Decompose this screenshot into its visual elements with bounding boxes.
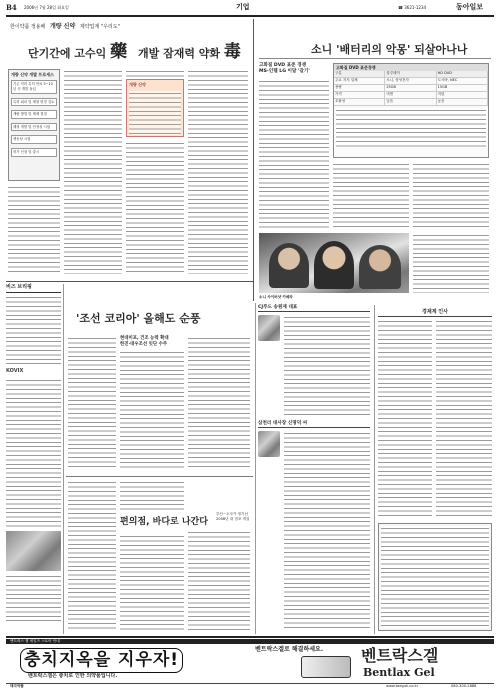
ad-right-top: 벤트락스겔로 해결하세요. xyxy=(255,646,324,653)
table-cell: 호환성 xyxy=(334,99,385,105)
process-step: 특허 회피 및 제형 변경 검토 xyxy=(11,98,57,107)
photo-subject xyxy=(314,241,354,289)
convenience-kicker-2: 2008년 내 점포 개설 xyxy=(216,516,250,521)
convenience-kicker-1: 부산~오사카 정기선 xyxy=(216,512,248,516)
body-column xyxy=(64,69,122,274)
table-cell: 저렴 xyxy=(437,92,488,98)
table-cell: 25GB xyxy=(385,85,436,91)
caption-text: 소니 사이버샷 카메라 xyxy=(259,295,293,299)
briefing-title: 비즈 브리핑 xyxy=(6,284,61,293)
contact-line: ☎ 3621-1234 xyxy=(398,5,427,10)
quote-box xyxy=(126,79,184,137)
sony-photo xyxy=(259,233,409,293)
table-cell: 용량 xyxy=(334,85,385,91)
body-column xyxy=(188,69,248,274)
ad-brand: 태극약품 xyxy=(10,684,24,688)
table-cell: 높음 xyxy=(437,99,488,105)
headline-b-hanja: 毒 xyxy=(223,42,241,62)
dvd-table xyxy=(333,63,489,158)
sub-kicker-1: 고화질 DVD 표준 경쟁 xyxy=(259,63,307,68)
table-cell: 소니, 삼성전자 xyxy=(385,78,436,84)
shipbuilding-headline: '조선 코리아' 올해도 순풍 xyxy=(76,312,201,325)
top-right-article xyxy=(257,19,494,301)
ad-site[interactable]: www.taeguk.co.kr xyxy=(386,684,419,688)
person-photo xyxy=(258,315,280,341)
body-column xyxy=(126,141,184,274)
kicker-name: 개량 신약 xyxy=(50,23,76,30)
shipbuilding-article xyxy=(66,284,253,474)
table-cell: 비쌈 xyxy=(385,92,436,98)
ad-right-en: Bentlax Gel xyxy=(363,666,435,679)
page-number: B4 xyxy=(6,3,17,12)
ad-banner xyxy=(6,639,494,689)
table-cell: 도시바, NEC xyxy=(437,78,488,84)
table-header-cell: HD DVD xyxy=(437,71,488,77)
process-sidebar xyxy=(8,69,60,181)
table-header-cell: 블루레이 xyxy=(385,71,436,77)
kicker-right: 제약업계 "우리도" xyxy=(79,24,120,30)
headline-b xyxy=(138,41,241,64)
table-cell: 주요 지지 업체 xyxy=(334,78,385,84)
ad-right-big: 벤트락스겔 xyxy=(361,646,439,665)
convenience-kicker xyxy=(216,512,256,522)
ad-left-headline: 충치지옥을 지우자! xyxy=(20,648,183,673)
kicker-left: 한이약품 정용배 xyxy=(10,24,46,30)
process-step: 허가 신청 및 출시 xyxy=(11,148,57,157)
people-title-2: 삼천리 대사장 신명덕 씨 xyxy=(258,421,370,428)
photo-caption xyxy=(259,295,489,300)
table-cell: 15GB xyxy=(437,85,488,91)
masthead: 동아일보 xyxy=(456,2,484,11)
table-cell: 낮음 xyxy=(385,99,436,105)
economy-title: 경제계 인사 xyxy=(378,309,492,317)
quote-label: 개량 신약 xyxy=(129,82,146,87)
body-column xyxy=(413,162,489,229)
process-title: 개량 신약 개발 프로세스 xyxy=(11,72,54,77)
sub-kicker-2: MS-인텔 LG 이달 '갈기' xyxy=(259,69,310,75)
table-header-cell: 구분 xyxy=(334,71,385,77)
biz-briefing xyxy=(6,284,61,634)
ad-phone: 080-300-2888 xyxy=(451,684,477,688)
process-step: 기존 약의 특허 만료 5~10년 전 개발 돌입 xyxy=(11,80,57,93)
table-row xyxy=(334,85,488,92)
col-kicker-1: 현대미포, 건조 능력 확대 xyxy=(120,336,169,341)
photo-subject xyxy=(359,245,401,289)
process-step: 제형 개발 및 안정성 시험 xyxy=(11,123,57,132)
section-label: 기업 xyxy=(236,3,250,11)
process-step: 생동성 시험 xyxy=(11,135,57,144)
body-column xyxy=(333,162,409,229)
sony-headline: 소니 '배터리의 악몽' 되살아나나 xyxy=(311,43,468,56)
col-kicker xyxy=(120,336,188,348)
date-line: 2006년 7월 28일 화요일 xyxy=(24,5,69,10)
product-image xyxy=(301,656,351,678)
table-row xyxy=(334,78,488,85)
economy-box xyxy=(378,523,492,631)
convenience-article xyxy=(66,478,253,634)
sub-kicker xyxy=(259,63,329,75)
people-title-1: CJ푸드 송원재 대표 xyxy=(258,305,370,312)
headline-a-text: 단기간에 고수익 xyxy=(28,47,107,60)
headline-a xyxy=(28,41,127,64)
body-column xyxy=(413,233,489,293)
table-cell: 가격 xyxy=(334,92,385,98)
top-left-article xyxy=(6,19,251,279)
col-kicker-2: 한진·대우조선 잇단 수주 xyxy=(120,341,168,347)
briefing-photo xyxy=(6,531,61,571)
kovix-logo: KOVIX xyxy=(6,367,24,374)
ad-left-panel xyxy=(6,644,251,683)
ad-right-panel xyxy=(251,644,494,683)
body-column xyxy=(8,185,60,274)
ad-top-strip: 벤트락스 젤 세일즈 스토어 안내 xyxy=(6,639,494,644)
headline-b-text: 개발 잠재력 약화 xyxy=(138,47,221,60)
headline-a-hanja: 藥 xyxy=(110,42,128,62)
kicker-row xyxy=(10,23,240,31)
page-header xyxy=(6,2,494,14)
people-section xyxy=(258,305,494,634)
table-row xyxy=(334,99,488,106)
table-title: 고화질 DVD 표준경쟁 xyxy=(334,64,488,71)
process-step: 개량 방법 및 제제 결정 xyxy=(11,110,57,119)
ad-left-sub: 벤트락스겔은 충치로 인한 의약품입니다. xyxy=(28,673,118,679)
table-header xyxy=(334,71,488,78)
table-row xyxy=(334,92,488,99)
ad-footer xyxy=(6,683,494,689)
body-column xyxy=(259,79,329,229)
person-photo xyxy=(258,431,280,457)
photo-subject xyxy=(269,243,309,288)
convenience-headline: 편의점, 바다로 나간다 xyxy=(120,517,208,527)
